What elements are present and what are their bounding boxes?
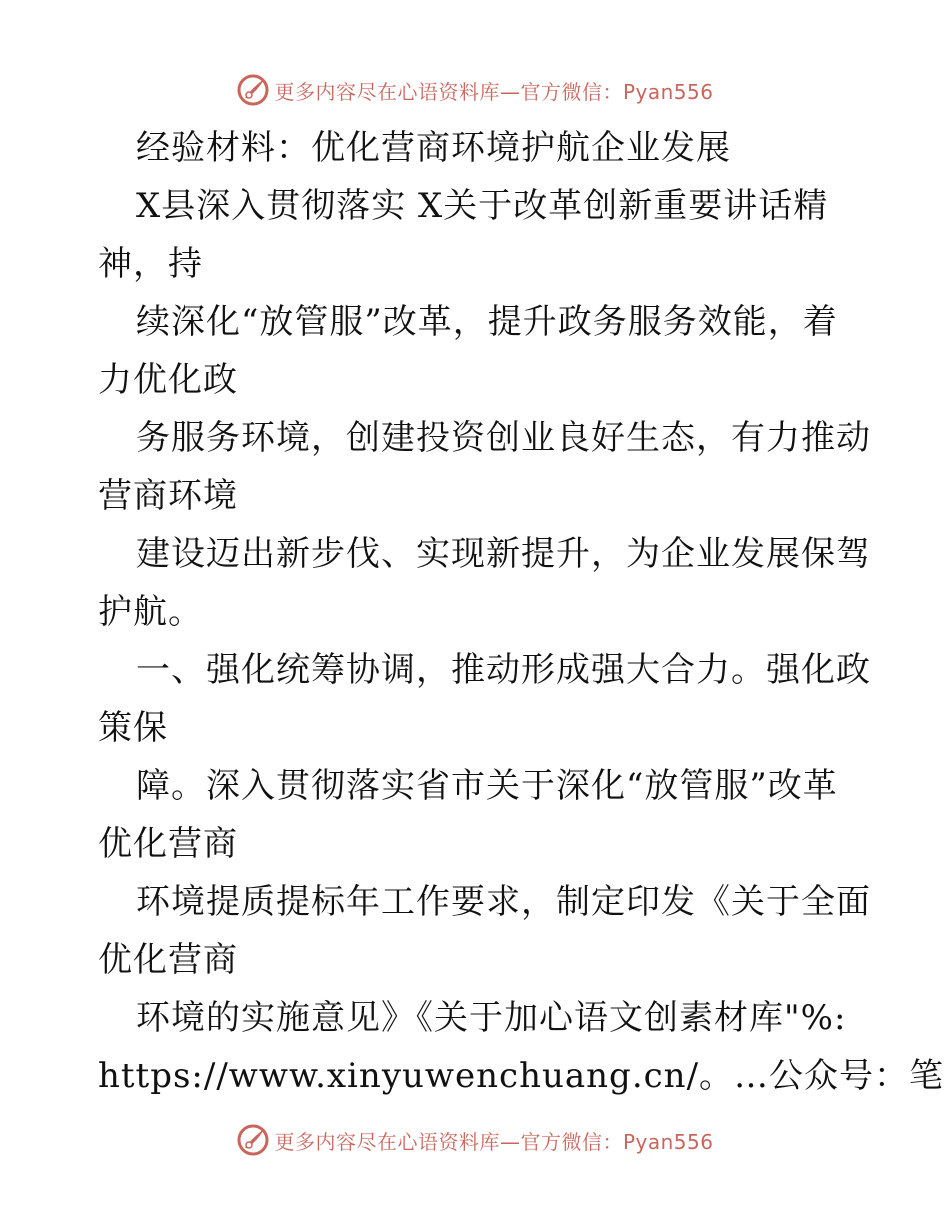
feather-logo-icon bbox=[236, 73, 270, 107]
watermark-text: 更多内容尽在心语资料库—官方微信：Pyan556 bbox=[274, 79, 714, 104]
paragraph-line: 力优化政 bbox=[98, 360, 238, 400]
paragraph-line: 神，持 bbox=[98, 244, 203, 284]
section-heading-line: 一、强化统筹协调，推动形成强大合力。强化政 bbox=[136, 650, 871, 690]
paragraph-line: 务服务环境，创建投资创业良好生态，有力推动 bbox=[136, 418, 871, 458]
paragraph-line: 营商环境 bbox=[98, 476, 238, 516]
footer-watermark bbox=[0, 1122, 950, 1158]
paragraph-line: 环境提质提标年工作要求，制定印发《关于全面 bbox=[136, 882, 871, 922]
paragraph-line: 策保 bbox=[98, 708, 168, 748]
feather-logo-icon bbox=[236, 1123, 270, 1157]
paragraph-line: 优化营商 bbox=[98, 940, 238, 980]
paragraph-line: 续深化“放管服”改革，提升政务服务效能，着 bbox=[136, 302, 838, 342]
paragraph-line: X县深入贯彻落实 X关于改革创新重要讲话精 bbox=[136, 186, 829, 226]
paragraph-line: 护航。 bbox=[98, 592, 203, 632]
header-watermark bbox=[0, 72, 950, 108]
paragraph-line: 障。深入贯彻落实省市关于深化“放管服”改革 bbox=[136, 766, 838, 806]
url-line: https://www.xinyuwenchuang.cn/。…公众号：笔 bbox=[98, 1056, 945, 1096]
paragraph-line: 环境的实施意见》《关于加心语文创素材库"%: bbox=[136, 998, 847, 1038]
watermark-text: 更多内容尽在心语资料库—官方微信：Pyan556 bbox=[274, 1129, 714, 1154]
paragraph-line: 优化营商 bbox=[98, 824, 238, 864]
paragraph-line: 建设迈出新步伐、实现新提升，为企业发展保驾 bbox=[136, 534, 871, 574]
doc-title: 经验材料：优化营商环境护航企业发展 bbox=[136, 128, 731, 168]
